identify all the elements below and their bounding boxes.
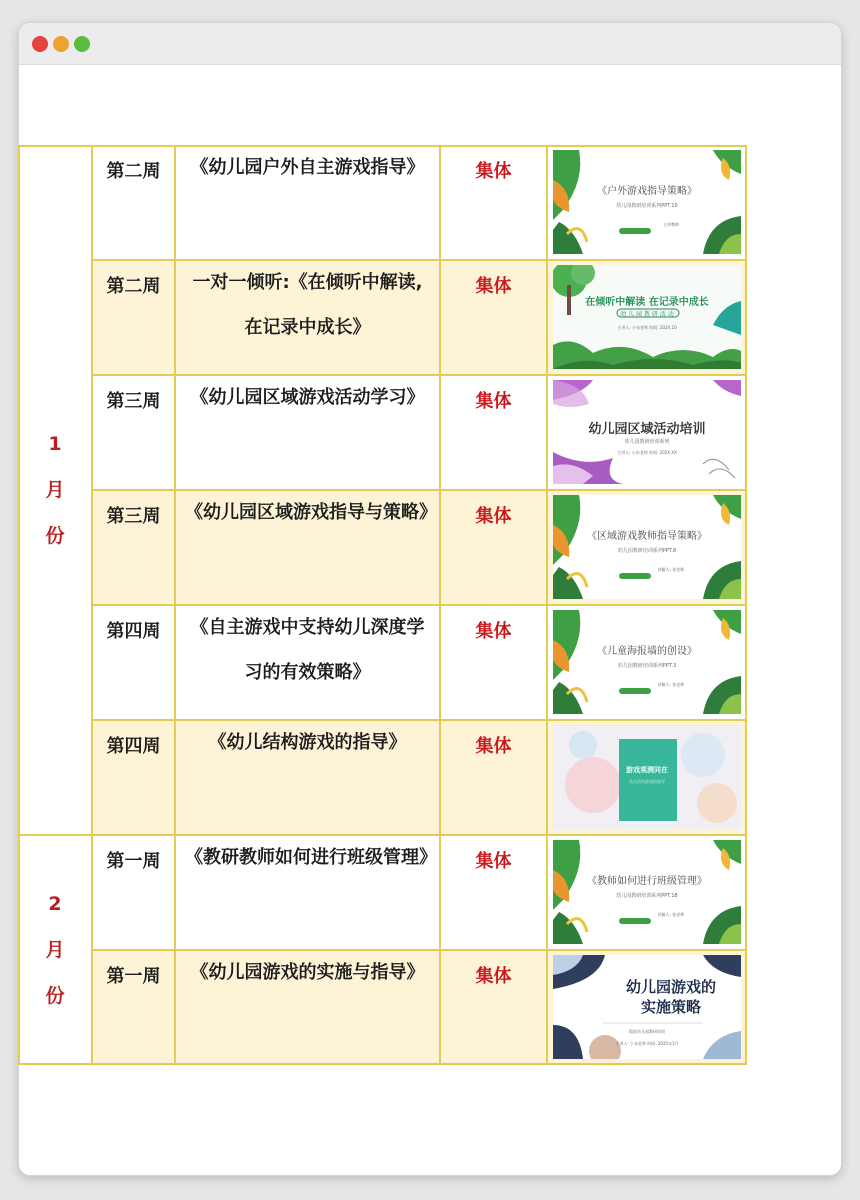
session-type-label: 集体	[475, 391, 512, 412]
week-label: 第三周	[106, 391, 161, 412]
minimize-window-icon[interactable]	[53, 36, 69, 52]
month-label-char: 月	[45, 479, 65, 501]
session-type-label: 集体	[475, 276, 512, 297]
slide-subtitle: 幼儿园教研培训系列PPT.10	[616, 203, 678, 209]
slide-presenter: 主讲人: 小布老师 时间: 2025年1月	[615, 1041, 679, 1046]
session-type-label: 集体	[475, 621, 512, 642]
week-label: 第一周	[106, 851, 161, 872]
slide-title: 幼儿园游戏的实施策略	[625, 978, 716, 1016]
close-window-icon[interactable]	[32, 36, 48, 52]
slide-subtitle: 精选幼儿园教研培训	[629, 1029, 665, 1034]
session-type-label: 集体	[475, 506, 512, 527]
slide-title: 《区域游戏教师指导策略》	[587, 531, 707, 542]
week-label: 第四周	[106, 736, 161, 757]
slide-subtitle: 幼儿园教研培训系列PPT.8	[617, 548, 677, 554]
week-label: 第四周	[106, 621, 161, 642]
week-label: 第三周	[106, 506, 161, 527]
month-label-char: 2	[48, 893, 62, 915]
session-type-label: 集体	[475, 851, 512, 872]
topic-text: 《教研教师如何进行班级管理》	[185, 847, 437, 868]
week-label: 第一周	[106, 966, 161, 987]
maximize-window-icon[interactable]	[74, 36, 90, 52]
slide-presenter: 讲解人: 张老师	[657, 682, 685, 687]
slide-subtitle: 幼儿结构游戏的指导	[629, 779, 665, 784]
schedule-table	[45, 120, 787, 1046]
slide-title: 游戏观测同在	[626, 766, 668, 774]
topic-text: 《幼儿园户外自主游戏指导》	[190, 157, 425, 178]
slide-title: 在倾听中解读 在记录中成长	[585, 297, 709, 308]
slide-presenter: 主讲人: 小布老师 时间: 202X.XX	[617, 450, 677, 455]
month-label-char: 份	[45, 985, 65, 1007]
slide-subtitle: 幼儿园教研培训系列PPT.18	[616, 893, 678, 899]
slide-title: 《儿童海报墙的创设》	[597, 646, 697, 657]
week-label: 第二周	[106, 161, 161, 182]
topic-text: 《幼儿园游戏的实施与指导》	[190, 962, 425, 983]
month-label-char: 月	[45, 939, 65, 961]
week-label: 第二周	[106, 276, 161, 297]
topic-text: 《幼儿园区域游戏活动学习》	[190, 387, 425, 408]
slide-presenter: 主讲教师	[663, 222, 679, 227]
topic-text: 《自主游戏中支持幼儿深度学习的有效策略》	[190, 617, 425, 683]
slide-title: 《教师如何进行班级管理》	[587, 876, 707, 887]
session-type-label: 集体	[475, 161, 512, 182]
slide-presenter: 讲解人: 张老师	[657, 567, 685, 572]
slide-presenter: 讲解人: 张老师	[657, 912, 685, 917]
slide-subtitle: 幼儿园教研培训系列PPT.3	[617, 663, 677, 669]
session-type-label: 集体	[475, 736, 512, 757]
topic-text: 《幼儿结构游戏的指导》	[208, 732, 407, 753]
table-border	[18, 145, 747, 1065]
month-label-char: 份	[45, 525, 65, 547]
session-type-label: 集体	[475, 966, 512, 987]
slide-title: 幼儿园区域活动培训	[588, 422, 706, 437]
slide-presenter: 主讲人: 小布老师 时间: 202X.10	[617, 325, 677, 330]
month-label-char: 1	[48, 433, 62, 455]
topic-text: 《幼儿园区域游戏指导与策略》	[185, 502, 437, 523]
title-bar	[19, 23, 841, 65]
slide-subtitle: 幼儿园教研培训系列	[624, 439, 670, 445]
slide-title: 《户外游戏指导策略》	[597, 186, 697, 197]
slide-subtitle: 幼 儿 园 教 研 活 动	[620, 311, 674, 318]
topic-text: 一对一倾听:《在倾听中解读,在记录中成长》	[192, 272, 423, 338]
